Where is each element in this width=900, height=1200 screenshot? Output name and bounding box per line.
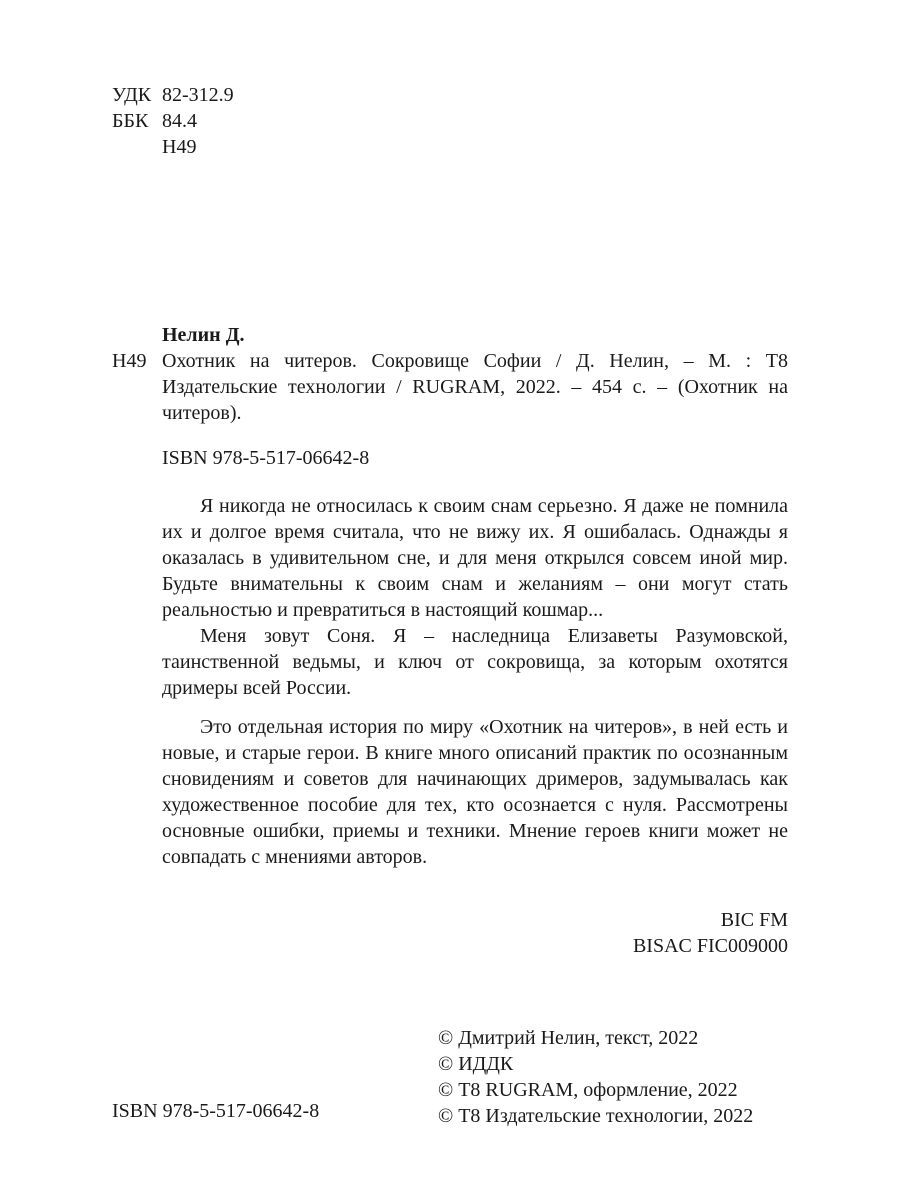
annotation-note <box>162 714 788 870</box>
bbk-row <box>112 108 234 134</box>
author-sign-row <box>112 134 234 160</box>
isbn: ISBN 978-5-517-06642-8 <box>162 447 370 469</box>
copyright-line: © Т8 RUGRAM, оформление, 2022 <box>438 1079 738 1101</box>
copyright-line: © ИДДК <box>438 1053 514 1075</box>
annotation-paragraph: Меня зовут Соня. Я – наследница Елизаветы Разумовской, таинственной ведьмы, и ключ от сокровища, за которым охотятся дримеры всей России. <box>162 625 788 699</box>
bisac-code: BISAC FIC009000 <box>632 935 788 957</box>
bbk-value: 84.4 <box>162 110 197 132</box>
author-cipher: Н49 <box>112 350 147 372</box>
annotation-note-text: Это отдельная история по миру «Охотник на читеров», в ней есть и новые, и старые герои. В книге много описаний практик по осознанным сновидениям и советов для начинающих дримеров, задумывалась как художественное пособие для тех, кто осознается с нуля. Рассмотрены основные ошибки, приемы и техники. Мнение героев книги может не совпадать с мнениями авторов. <box>162 716 788 868</box>
isbn-bottom: ISBN 978-5-517-06642-8 <box>112 1100 320 1122</box>
subject-classification <box>633 907 788 959</box>
udk-value: 82-312.9 <box>162 84 234 106</box>
udk-row <box>112 82 234 108</box>
annotation <box>162 493 788 701</box>
copyright-line: © Дмитрий Нелин, текст, 2022 <box>438 1027 699 1049</box>
bic-code: BIC FM <box>720 909 788 931</box>
bibliographic-description: Охотник на читеров. Сокровище Софии / Д. Нелин, – М. : Т8 Издательские технологии / RUGRAM, 2022. – 454 с. – (Охотник на читеров). <box>162 350 788 424</box>
annotation-paragraph: Я никогда не относилась к своим снам серьезно. Я даже не помнила их и долгое время считала, что не вижу их. Я ошибалась. Однажды я оказалась в удивительном сне, и для меня открылся совсем иной мир. Будьте внимательны к своим снам и желаниям – они могут стать реальностью и превратиться в настоящий кошмар... <box>162 495 788 621</box>
bbk-label: ББК <box>112 110 149 132</box>
author-sign-label <box>112 134 162 160</box>
author-name: Нелин Д. <box>162 324 245 346</box>
classification-codes <box>112 82 234 160</box>
copyright-block <box>438 1025 753 1129</box>
copyright-line: © Т8 Издательские технологии, 2022 <box>438 1105 754 1127</box>
author-sign-value: Н49 <box>162 136 197 158</box>
udk-label: УДК <box>112 84 152 106</box>
